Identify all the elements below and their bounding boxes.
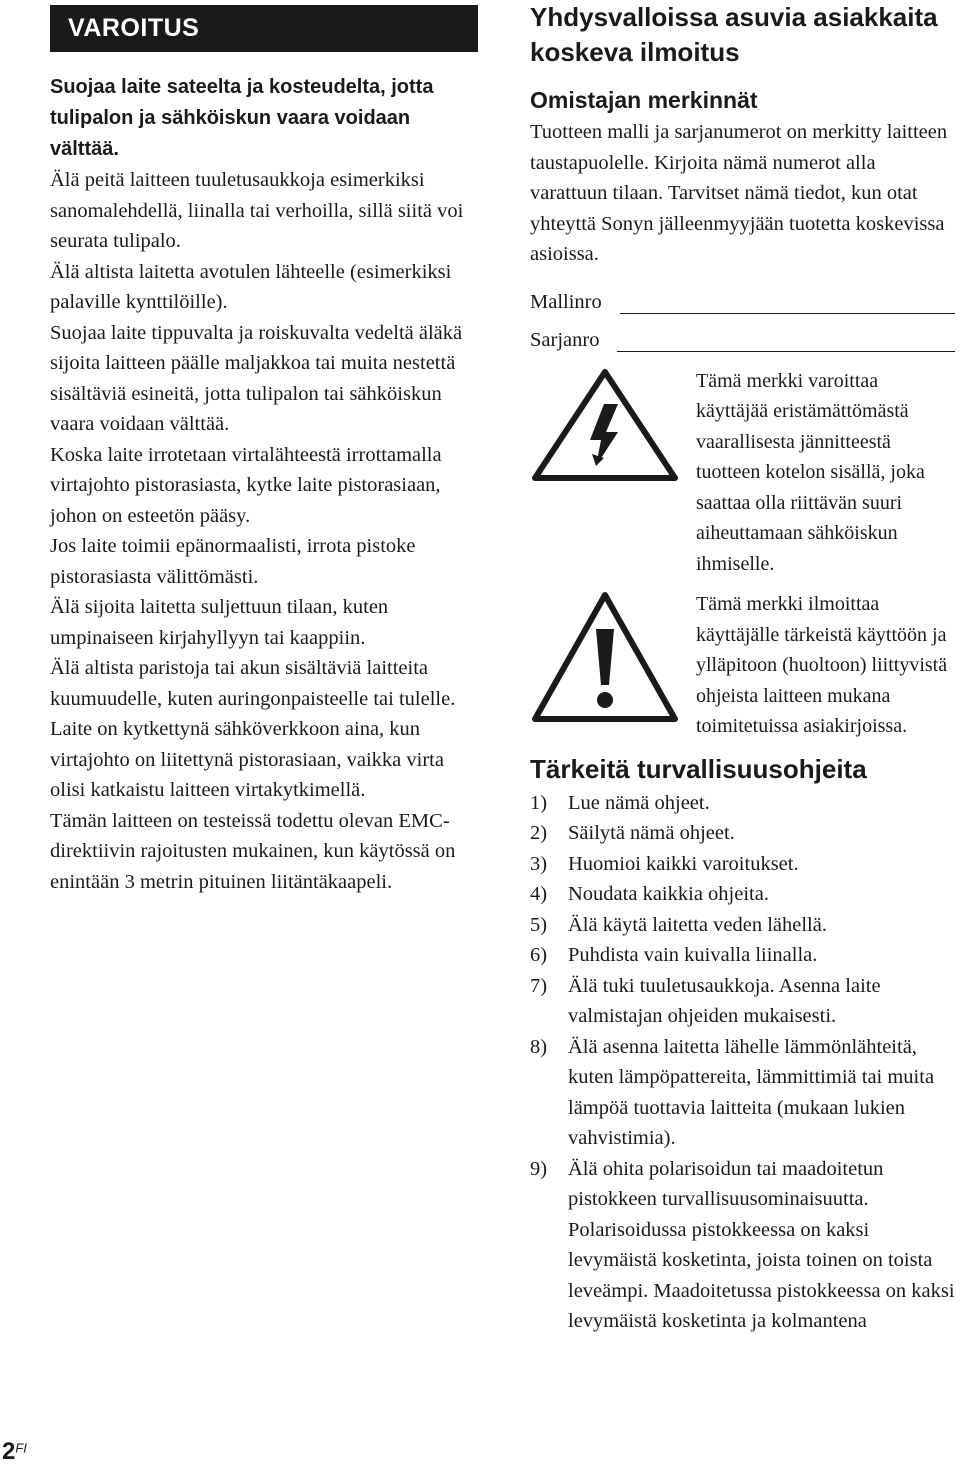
page-number [2, 1438, 27, 1466]
list-item: 5) Älä käytä laitetta veden lähellä. [530, 913, 827, 936]
us-notice-heading: Yhdysvalloissa asuvia asiakkaita koskeva ilmoitus [530, 2, 938, 67]
serial-number-label: Sarjanro [530, 328, 600, 351]
paragraph: Älä altista paristoja tai akun sisältäviä laitteita kuumuudelle, kuten auringonpaisteelle tai tulelle. [50, 657, 456, 710]
paragraph: Älä altista laitetta avotulen lähteelle (esimerkiksi palaville kynttilöille). [50, 260, 452, 313]
paragraph: Suojaa laite tippuvalta ja roiskuvalta vedeltä äläkä sijoita laitteen päälle maljakkoa tai muita nestettä sisältäviä esineitä, jotta tulipalon tai sähköiskun vaara voidaan välttää. [50, 321, 463, 435]
lightning-symbol-row [530, 366, 955, 580]
list-item: 1) Lue nämä ohjeet. [530, 791, 710, 814]
page-number-value: 2 [2, 1438, 16, 1465]
exclamation-symbol-row [530, 589, 955, 742]
serial-number-line [617, 327, 955, 352]
owner-record-text: Tuotteen malli ja sarjanumerot on merkitty laitteen taustapuolelle. Kirjoita nämä numerot alla varattuun tilaan. Tarvitset nämä tiedot, kun otat yhteyttä Sonyn jälleenmyyjään tuotetta koskevissa asioissa. [530, 121, 948, 265]
exclamation-warning-icon [530, 589, 696, 742]
safety-heading: Tärkeitä turvallisuusohjeita [530, 753, 867, 784]
warning-lead: Suojaa laite sateelta ja kosteudelta, jotta tulipalon ja sähköiskun vaara voidaan välttää. [50, 76, 434, 160]
paragraph: Laite on kytkettynä sähköverkkoon aina, kun virtajohto on liitettynä pistorasiaan, vaikka virta olisi katkaistu laitteen virtakytkimellä. [50, 718, 444, 801]
owner-record-heading: Omistajan merkinnät [530, 87, 758, 113]
exclamation-symbol-text: Tämä merkki ilmoittaa käyttäjälle tärkeistä käyttöön ja ylläpitoon (huoltoon) liittyvistä ohjeista laitteen mukana toimitetuissa asiakirjoissa. [696, 593, 948, 737]
paragraph: Tämän laitteen on testeissä todettu olevan EMC-direktiivin rajoitusten mukainen, kun käytössä on enintään 3 metrin pituinen liitäntäkaapeli. [50, 809, 456, 893]
warning-banner: VAROITUS [50, 5, 478, 52]
page-number-suffix: FI [15, 1440, 27, 1456]
model-number-label: Mallinro [530, 290, 602, 313]
paragraph: Jos laite toimii epänormaalisti, irrota pistoke pistorasiasta välittömästi. [50, 535, 416, 588]
right-column [530, 0, 955, 1337]
list-item: 8) Älä asenna laitetta lähelle lämmönlähteitä, kuten lämpöpattereita, lämmittimiä tai muita lämpöä tuottavia laitteita (mukaan lukien vahvistimia). [530, 1035, 935, 1149]
list-item: 9) Älä ohita polarisoidun tai maadoitetun pistokkeen turvallisuusominaisuutta. Polarisoidussa pistokkeessa on kaksi levymäistä kosketinta, joista toinen on toista leveämpi. Maadoitetussa pistokkeessa on kaksi levymäistä kosketinta ja kolmantena [530, 1157, 955, 1332]
safety-list [530, 788, 955, 1337]
list-item: 4) Noudata kaikkia ohjeita. [530, 883, 769, 905]
lightning-warning-icon [530, 366, 696, 580]
list-item: 6) Puhdista vain kuivalla liinalla. [530, 944, 818, 966]
model-number-field [530, 276, 955, 314]
list-item: 7) Älä tuki tuuletusaukkoja. Asenna laite valmistajan ohjeiden mukaisesti. [530, 974, 881, 1027]
list-item: 2) Säilytä nämä ohjeet. [530, 822, 735, 844]
model-number-line [620, 289, 955, 314]
list-item: 3) Huomioi kaikki varoitukset. [530, 852, 799, 875]
lightning-symbol-text: Tämä merkki varoittaa käyttäjää eristämättömästä vaarallisesta jännitteestä tuotteen kotelon sisällä, joka saattaa olla riittävän suuri aiheuttamaan sähköiskun ihmiselle. [696, 369, 925, 575]
left-column [50, 5, 480, 897]
paragraph: Älä peitä laitteen tuuletusaukkoja esimerkiksi sanomalehdellä, liinalla tai verhoilla, sillä siitä voi seurata tulipalo. [50, 169, 464, 252]
paragraph: Älä sijoita laitetta suljettuun tilaan, kuten umpinaiseen kirjahyllyyn tai kaappiin. [50, 596, 389, 649]
serial-number-field [530, 314, 955, 352]
paragraph: Koska laite irrotetaan virtalähteestä irrottamalla virtajohto pistorasiasta, kytke laite pistorasiaan, johon on esteetön pääsy. [50, 443, 442, 527]
